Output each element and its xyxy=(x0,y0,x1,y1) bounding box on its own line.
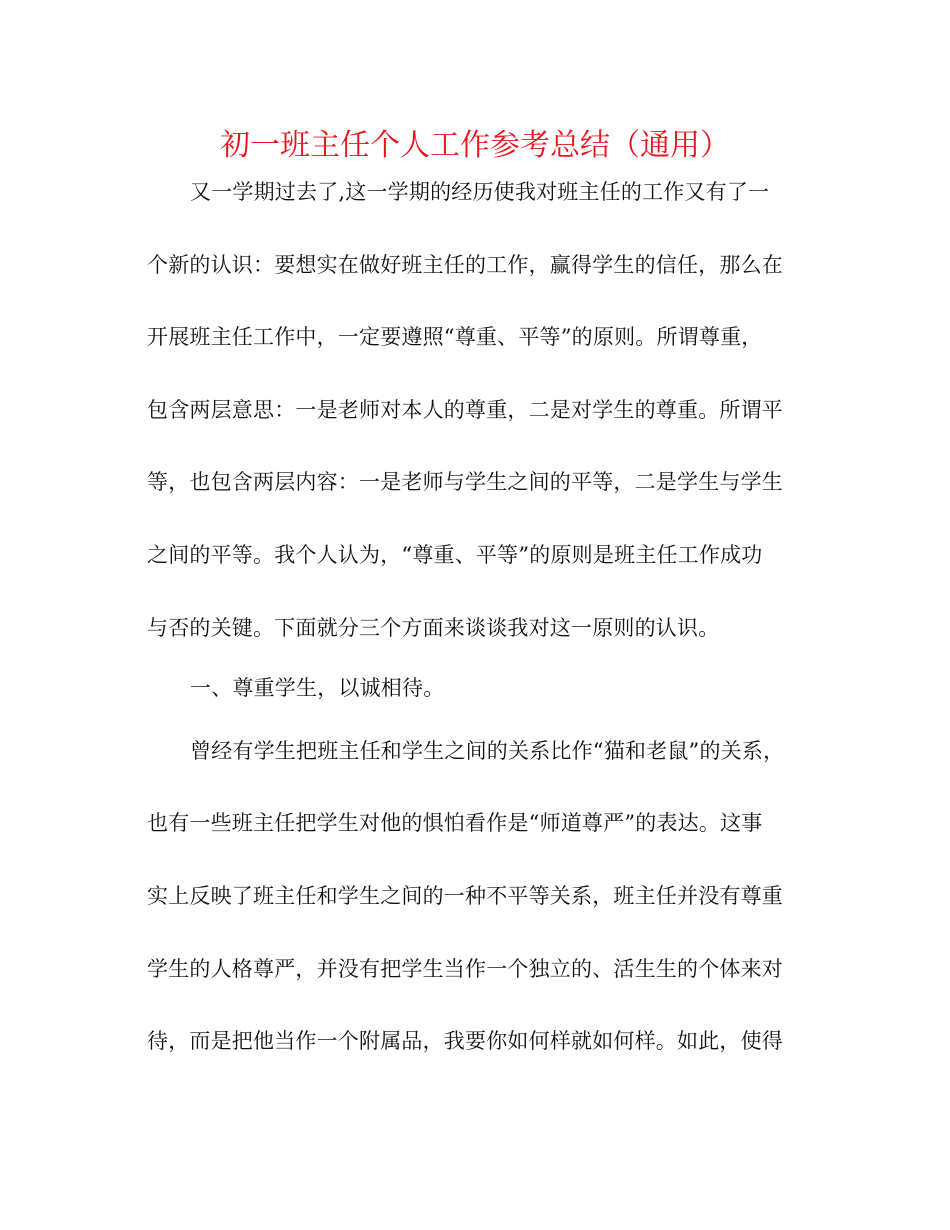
paragraph-line: 实上反映了班主任和学生之间的一种不平等关系，班主任并没有尊重 xyxy=(147,884,783,908)
paragraph-line: 待，而是把他当作一个附属品，我要你如何样就如何样。如此，使得 xyxy=(147,1029,783,1053)
paragraph-line: 又一学期过去了,这一学期的经历使我对班主任的工作又有了一 xyxy=(190,180,770,204)
paragraph-line: 个新的认识：要想实在做好班主任的工作，赢得学生的信任，那么在 xyxy=(147,253,783,277)
document-title: 初一班主任个人工作参考总结（通用） xyxy=(220,128,730,163)
paragraph-line: 等，也包含两层内容：一是老师与学生之间的平等，二是学生与学生 xyxy=(147,470,783,494)
section-heading: 一、尊重学生，以诚相待。 xyxy=(190,676,445,700)
paragraph-line: 学生的人格尊严，并没有把学生当作一个独立的、活生生的个体来对 xyxy=(147,957,783,981)
paragraph-line: 也有一些班主任把学生对他的惧怕看作是“师道尊严”的表达。这事 xyxy=(147,811,763,835)
paragraph-line: 开展班主任工作中，一定要遵照“尊重、平等”的原则。所谓尊重， xyxy=(147,325,763,349)
paragraph-line: 与否的关键。下面就分三个方面来谈谈我对这一原则的认识。 xyxy=(147,616,720,640)
paragraph-line: 曾经有学生把班主任和学生之间的关系比作“猫和老鼠”的关系， xyxy=(190,739,785,763)
paragraph-line: 之间的平等。我个人认为，“尊重、平等”的原则是班主任工作成功 xyxy=(147,543,763,567)
paragraph-line: 包含两层意思：一是老师对本人的尊重，二是对学生的尊重。所谓平 xyxy=(147,398,783,422)
